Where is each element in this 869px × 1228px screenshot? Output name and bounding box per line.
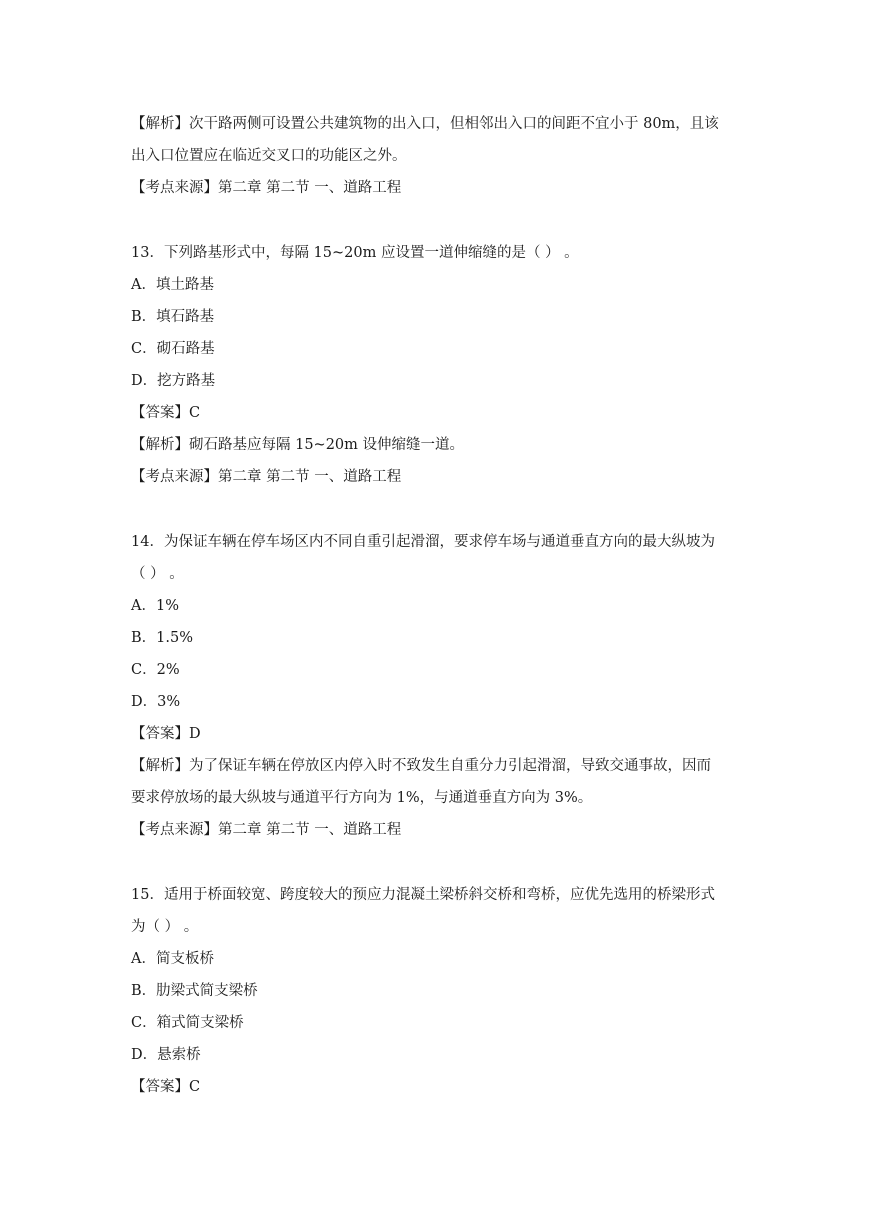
analysis-text: 【解析】次干路两侧可设置公共建筑物的出入口，但相邻出入口的间距不宜小于 80m，且该 [131,116,719,132]
question-13-option-a: A．填土路基 [131,277,214,293]
question-13-option-c: C．砌石路基 [131,341,215,357]
question-14-answer: 【答案】D [131,726,201,742]
question-13-source: 【考点来源】第二章 第二节 一、道路工程 [131,469,402,485]
question-13-option-b: B．填石路基 [131,309,215,325]
source-text: 【考点来源】第二章 第二节 一、道路工程 [131,180,402,196]
analysis-text-continued: 出入口位置应在临近交叉口的功能区之外。 [131,148,407,164]
question-14-option-b: B．1.5% [131,630,193,646]
question-14-stem-continued: （ ） 。 [131,566,184,582]
document-page [131,108,751,1103]
question-14-option-a: A．1% [131,598,179,614]
question-13-stem: 13．下列路基形式中，每隔 15~20m 应设置一道伸缩缝的是（ ） 。 [131,245,579,261]
question-14-source: 【考点来源】第二章 第二节 一、道路工程 [131,822,402,838]
question-15-answer: 【答案】C [131,1079,201,1095]
question-14-analysis: 【解析】为了保证车辆在停放区内停入时不致发生自重分力引起滑溜，导致交通事故，因而 [131,758,711,774]
question-15-stem-continued: 为（ ） 。 [131,919,199,935]
question-13-analysis: 【解析】砌石路基应每隔 15~20m 设伸缩缝一道。 [131,437,465,453]
question-13-option-d: D．挖方路基 [131,373,216,389]
question-14-option-d: D．3% [131,694,181,710]
question-15-stem: 15．适用于桥面较宽、跨度较大的预应力混凝土梁桥斜交桥和弯桥，应优先选用的桥梁形式 [131,887,715,903]
question-15-option-c: C．箱式简支梁桥 [131,1015,244,1031]
question-13-answer: 【答案】C [131,405,201,421]
question-14-analysis-continued: 要求停放场的最大纵坡与通道平行方向为 1%，与通道垂直方向为 3%。 [131,790,593,806]
question-14-stem: 14．为保证车辆在停车场区内不同自重引起滑溜，要求停车场与通道垂直方向的最大纵坡为 [131,534,715,550]
question-15-option-b: B．肋梁式简支梁桥 [131,983,258,999]
question-15-option-a: A．简支板桥 [131,951,214,967]
question-15-option-d: D．悬索桥 [131,1047,201,1063]
question-14-option-c: C．2% [131,662,180,678]
